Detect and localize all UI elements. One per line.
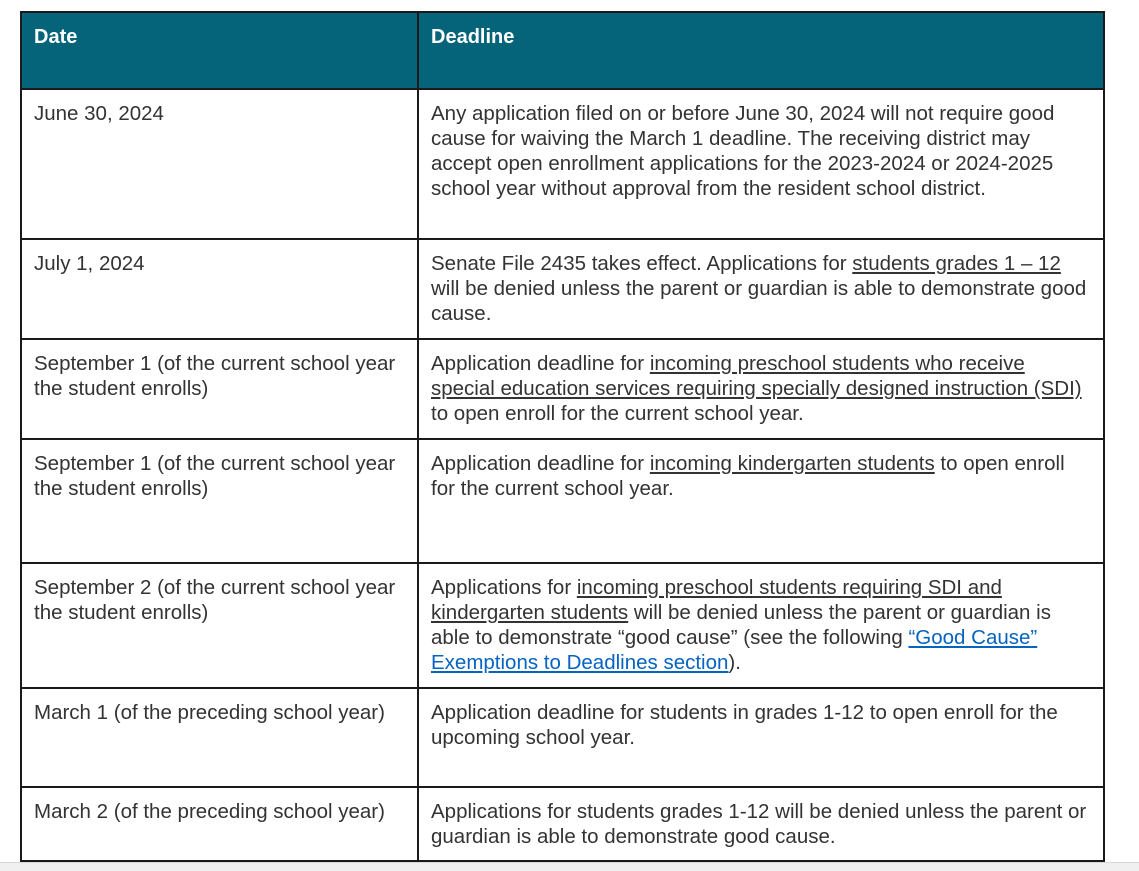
good-cause-section-link[interactable]: “Good Cause” Exemptions to Deadlines section xyxy=(431,626,1038,674)
deadline-text: Application deadline for xyxy=(431,352,650,375)
table-row xyxy=(21,89,1104,239)
deadline-text: to open enroll for the current school year. xyxy=(431,402,804,425)
table-row xyxy=(21,787,1104,861)
deadline-text: ). xyxy=(728,651,741,674)
deadline-cell xyxy=(418,563,1104,688)
date-cell: June 30, 2024 xyxy=(21,89,418,239)
table-row xyxy=(21,239,1104,339)
deadline-cell xyxy=(418,239,1104,339)
table-row xyxy=(21,339,1104,439)
column-header-deadline: Deadline xyxy=(418,12,1104,89)
deadline-text: Applications for xyxy=(431,576,577,599)
table-row xyxy=(21,563,1104,688)
table-row xyxy=(21,439,1104,563)
deadline-cell: Application deadline for students in grades 1-12 to open enroll for the upcoming school year. xyxy=(418,688,1104,787)
underlined-term: incoming kindergarten students xyxy=(649,452,935,475)
deadline-text: to open enroll for the current school year. xyxy=(431,452,1065,500)
underlined-term: incoming preschool students who receive special education services requiring specially designed instruction (SDI) xyxy=(431,352,1082,400)
deadline-cell: Any application filed on or before June 30, 2024 will not require good cause for waiving the March 1 deadline. The receiving district may accept open enrollment applications for the 2023-2024 or 2024-2025 school year without approval from the resident school district. xyxy=(418,89,1104,239)
date-cell: September 1 (of the current school year the student enrolls) xyxy=(21,439,418,563)
date-cell: September 1 (of the current school year the student enrolls) xyxy=(21,339,418,439)
table-header-row xyxy=(21,12,1104,89)
deadline-text: will be denied unless the parent or guardian is able to demonstrate “good cause” (see the following xyxy=(431,601,1051,649)
deadline-cell: Applications for students grades 1-12 will be denied unless the parent or guardian is able to demonstrate good cause. xyxy=(418,787,1104,861)
deadlines-table xyxy=(20,11,1105,862)
deadline-text: Senate File 2435 takes effect. Applications for xyxy=(431,252,853,275)
column-header-date: Date xyxy=(21,12,418,89)
deadline-cell xyxy=(418,439,1104,563)
date-cell: July 1, 2024 xyxy=(21,239,418,339)
underlined-term: incoming preschool students requiring SDI and kindergarten students xyxy=(431,576,1002,624)
date-cell: September 2 (of the current school year the student enrolls) xyxy=(21,563,418,688)
deadline-text: Application deadline for xyxy=(431,452,650,475)
deadline-cell xyxy=(418,339,1104,439)
date-cell: March 1 (of the preceding school year) xyxy=(21,688,418,787)
table-row xyxy=(21,688,1104,787)
underlined-term: students grades 1 – 12 xyxy=(852,252,1061,275)
deadline-text: will be denied unless the parent or guardian is able to demonstrate good cause. xyxy=(431,277,1087,325)
date-cell: March 2 (of the preceding school year) xyxy=(21,787,418,861)
